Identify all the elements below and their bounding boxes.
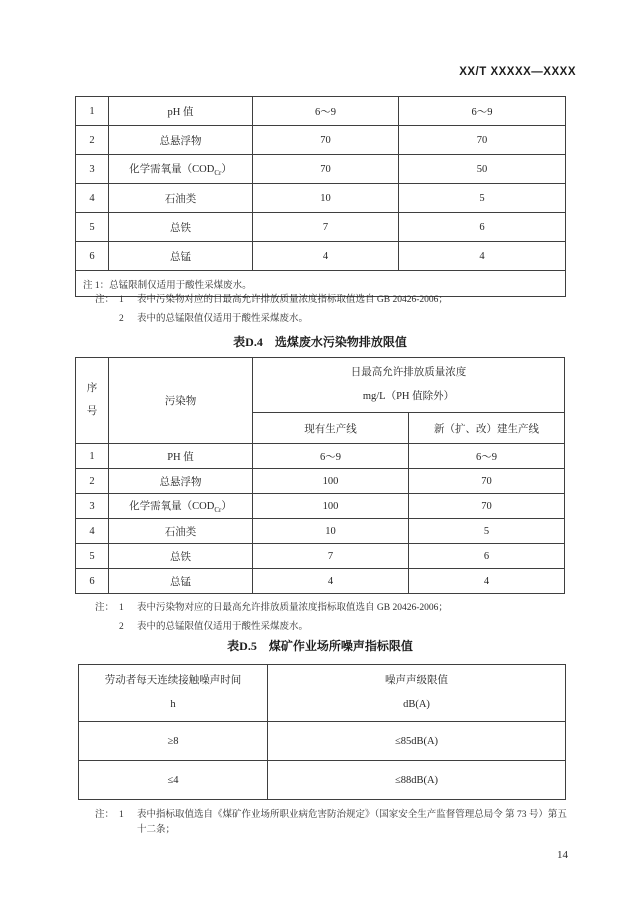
pollutant-limits-table-continued xyxy=(75,96,566,297)
cell-limit-new: 70 xyxy=(399,126,566,155)
note-text: 表中指标取值选自《煤矿作业场所职业病危害防治规定》（国家安全生产监督管理总局令 第 73 号）第五十二条； xyxy=(137,810,567,835)
cell-pollutant-name: 总锰 xyxy=(109,569,253,594)
cell-serial: 2 xyxy=(76,469,109,494)
note-item xyxy=(95,312,570,327)
cell-limit-existing: 10 xyxy=(253,519,409,544)
note-number: 1 xyxy=(119,295,124,305)
cell-exposure-time: ≤4 xyxy=(79,761,268,800)
cell-limit-existing: 100 xyxy=(253,469,409,494)
note-text: 表中的总锰限值仅适用于酸性采煤废水。 xyxy=(137,313,309,324)
table-row xyxy=(76,544,565,569)
cell-pollutant-name: 石油类 xyxy=(109,519,253,544)
table-d4-title: 表D.4 选煤废水污染物排放限值 xyxy=(233,335,407,349)
cell-noise-limit: ≤85dB(A) xyxy=(268,722,566,761)
notes-block xyxy=(95,293,570,330)
table-footnote: 注 1：总锰限制仅适用于酸性采煤废水。 xyxy=(76,271,566,297)
cell-pollutant-name: 总悬浮物 xyxy=(109,126,253,155)
note-number: 2 xyxy=(119,313,124,324)
header-noise-limit: 噪声声级限值 dB(A) xyxy=(268,665,566,722)
cell-serial: 6 xyxy=(76,569,109,594)
cell-limit-new: 5 xyxy=(409,519,565,544)
cell-limit-new: 4 xyxy=(399,242,566,271)
cell-serial: 4 xyxy=(76,519,109,544)
page-number: 14 xyxy=(557,849,568,861)
note-label: 注： xyxy=(95,295,115,305)
note-item xyxy=(95,293,570,308)
table-row xyxy=(76,155,566,184)
cell-limit-existing: 6～9 xyxy=(253,97,399,126)
cell-serial: 3 xyxy=(76,155,109,184)
cell-pollutant-name: 化学需氧量$(COD_{Cr})$ xyxy=(109,155,253,184)
cell-limit-existing: 7 xyxy=(253,213,399,242)
cell-limit-existing: 100 xyxy=(253,494,409,519)
cell-pollutant-name: 总铁 xyxy=(109,213,253,242)
cell-serial: 6 xyxy=(76,242,109,271)
table-d5-title: 表D.5 煤矿作业场所噪声指标限值 xyxy=(227,639,413,653)
note-item xyxy=(95,808,570,837)
cell-pollutant-name: 总铁 xyxy=(109,544,253,569)
header-exposure-time: 劳动者每天连续接触噪声时间 h xyxy=(79,665,268,722)
cell-limit-new: 4 xyxy=(409,569,565,594)
cell-limit-existing: 7 xyxy=(253,544,409,569)
note-text: 表中污染物对应的日最高允许排放质量浓度指标取值选自 GB 20426-2006； xyxy=(137,603,448,613)
note-label: 注： xyxy=(95,603,115,613)
cell-limit-new: 5 xyxy=(399,184,566,213)
cell-pollutant-name: 总锰 xyxy=(109,242,253,271)
note-item xyxy=(95,620,570,635)
cell-noise-limit: ≤88dB(A) xyxy=(268,761,566,800)
cell-pollutant-name: pH 值 xyxy=(109,97,253,126)
cell-exposure-time: ≥8 xyxy=(79,722,268,761)
cell-pollutant-name: 石油类 xyxy=(109,184,253,213)
standard-code-header: XX/T XXXXX—XXXX xyxy=(459,66,576,78)
note-number: 1 xyxy=(119,603,124,613)
note-item xyxy=(95,601,570,616)
cell-limit-new: 6 xyxy=(399,213,566,242)
header-daily-max-limit: 日最高允许排放质量浓度 mg/L（PH 值除外） xyxy=(253,358,565,413)
note-number: 2 xyxy=(119,621,124,632)
table-row xyxy=(76,213,566,242)
cell-serial: 4 xyxy=(76,184,109,213)
table-row xyxy=(79,761,566,800)
table-row xyxy=(76,444,565,469)
cell-limit-new: 50 xyxy=(399,155,566,184)
cell-serial: 5 xyxy=(76,213,109,242)
cell-limit-new: 6～9 xyxy=(399,97,566,126)
cell-limit-new: 70 xyxy=(409,494,565,519)
table-row xyxy=(76,184,566,213)
cell-limit-new: 6 xyxy=(409,544,565,569)
cell-serial: 5 xyxy=(76,544,109,569)
cell-serial: 1 xyxy=(76,444,109,469)
cell-limit-new: 70 xyxy=(409,469,565,494)
header-existing-line: 现有生产线 xyxy=(253,413,409,444)
cell-limit-existing: 10 xyxy=(253,184,399,213)
table-row xyxy=(76,126,566,155)
note-text: 表中的总锰限值仅适用于酸性采煤废水。 xyxy=(137,621,309,632)
cell-limit-existing: 4 xyxy=(253,242,399,271)
header-pollutant: 污染物 xyxy=(109,358,253,444)
cell-serial: 1 xyxy=(76,97,109,126)
cell-serial: 2 xyxy=(76,126,109,155)
table-row xyxy=(76,97,566,126)
table-row xyxy=(76,469,565,494)
table-header-row xyxy=(76,358,565,413)
note-number: 1 xyxy=(119,810,124,820)
cell-limit-existing: 4 xyxy=(253,569,409,594)
note-label: 注： xyxy=(95,810,115,820)
table-row xyxy=(76,569,565,594)
table-row xyxy=(76,242,566,271)
cell-limit-new: 6～9 xyxy=(409,444,565,469)
cell-pollutant-name: 总悬浮物 xyxy=(109,469,253,494)
table-d4 xyxy=(75,357,565,594)
cell-serial: 3 xyxy=(76,494,109,519)
notes-block xyxy=(95,808,570,841)
table-d5 xyxy=(78,664,566,800)
cell-pollutant-name: 化学需氧量$(COD_{Cr})$ xyxy=(109,494,253,519)
note-text: 表中污染物对应的日最高允许排放质量浓度指标取值选自 GB 20426-2006； xyxy=(137,295,448,305)
cell-limit-existing: 6～9 xyxy=(253,444,409,469)
notes-block xyxy=(95,601,570,638)
table-row xyxy=(76,519,565,544)
cell-limit-existing: 70 xyxy=(253,126,399,155)
cell-pollutant-name: PH 值 xyxy=(109,444,253,469)
header-serial: 序 号 xyxy=(76,358,109,444)
table-header-row xyxy=(79,665,566,722)
cell-limit-existing: 70 xyxy=(253,155,399,184)
header-new-line: 新（扩、改）建生产线 xyxy=(409,413,565,444)
table-row xyxy=(76,494,565,519)
table-row xyxy=(79,722,566,761)
